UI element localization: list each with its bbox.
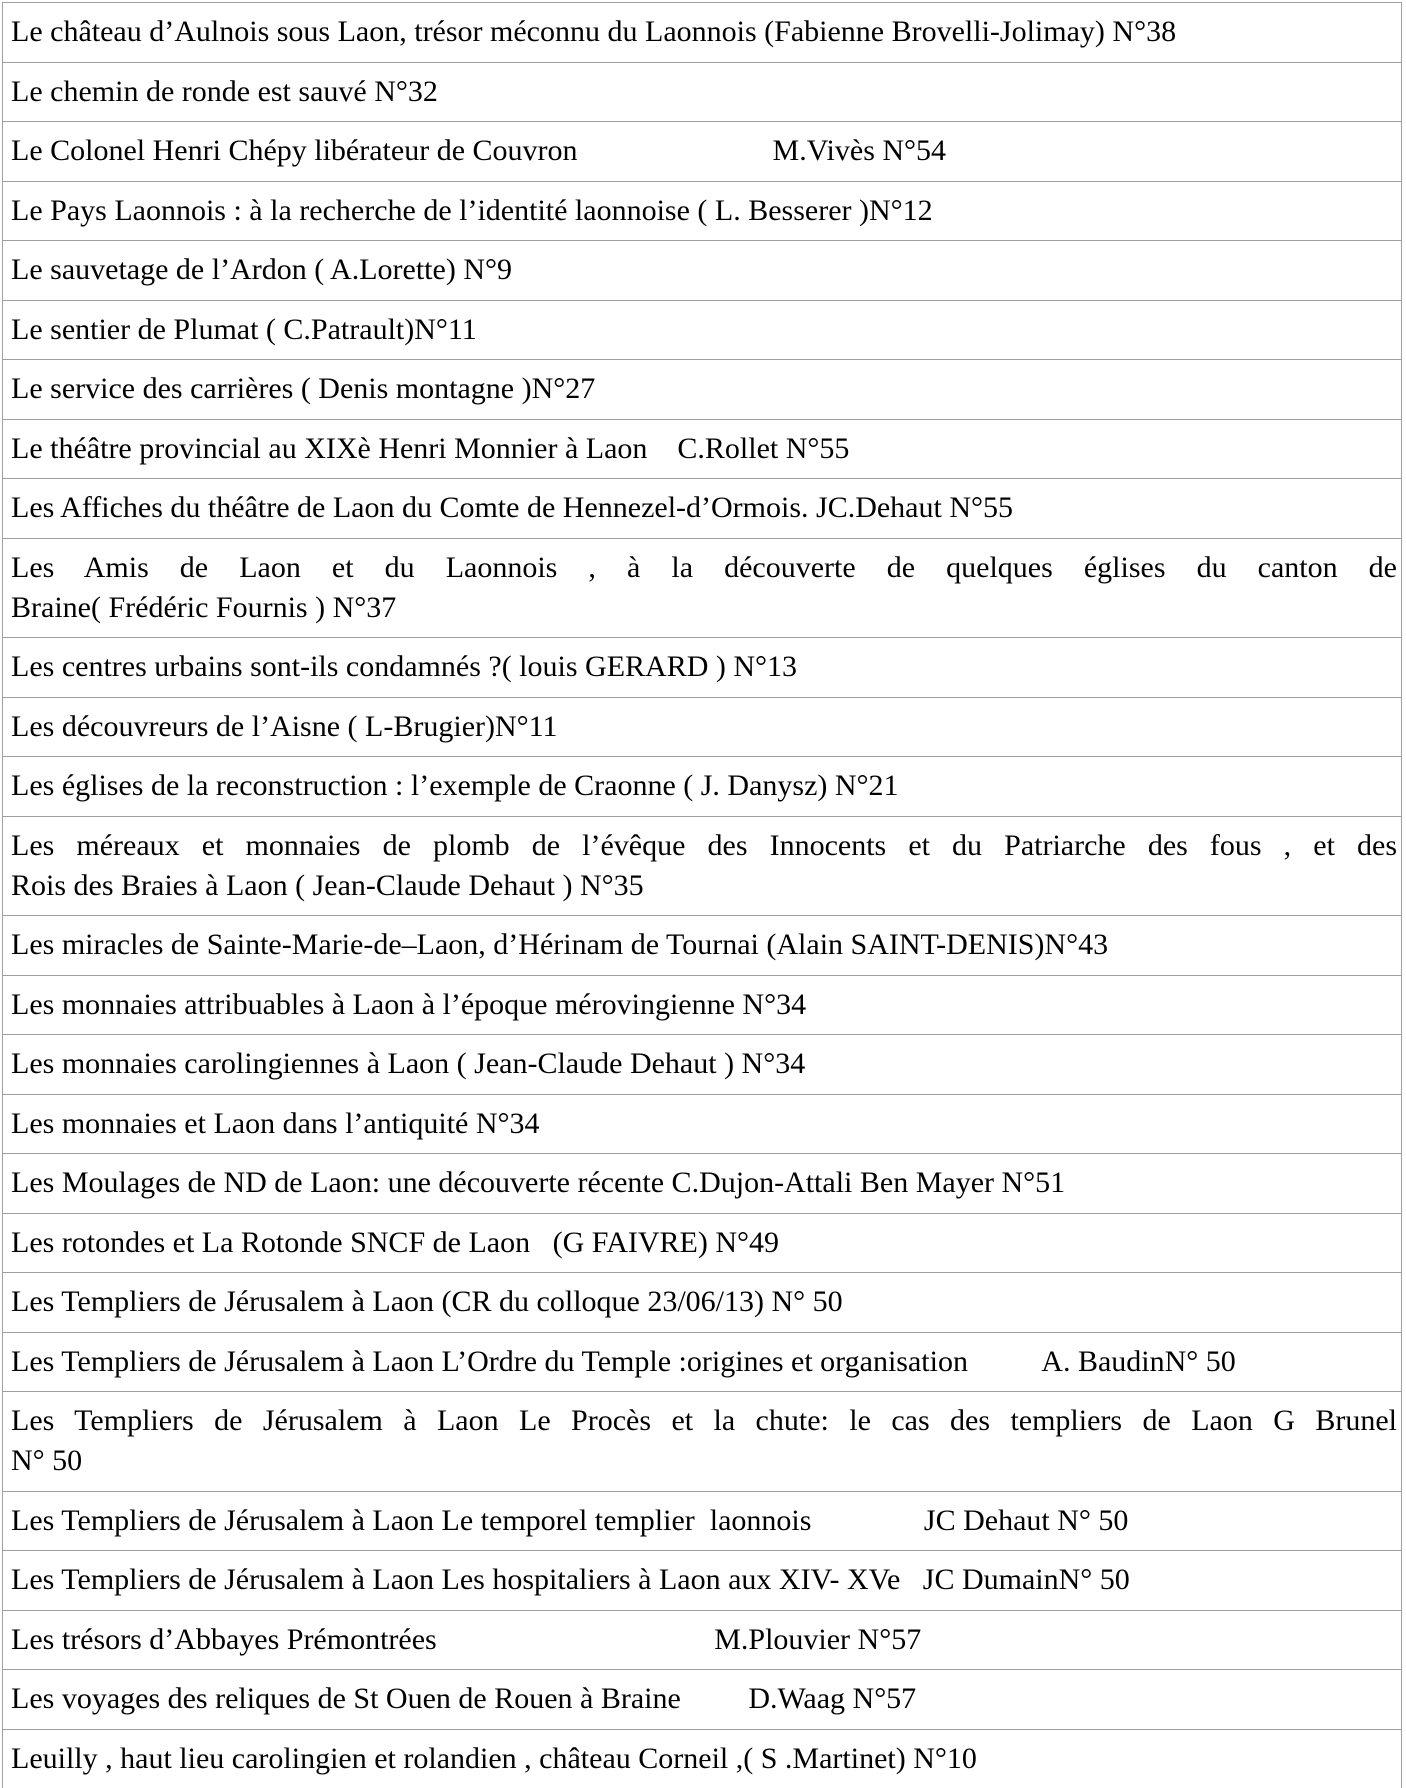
table-row: [3, 1094, 1401, 1154]
table-row: [3, 816, 1401, 916]
table-row: [3, 121, 1401, 181]
row-line: Les monnaies attribuables à Laon à l’époque mérovingienne N°34: [11, 987, 807, 1021]
table-row: [3, 300, 1401, 360]
table-row: [3, 181, 1401, 241]
row-line: Les Templiers de Jérusalem à Laon Le Procès et la chute: le cas des templiers de Laon G Brunel: [11, 1404, 1397, 1437]
row-line: Les méreaux et monnaies de plomb de l’évêque des Innocents et du Patriarche des fous , et des: [11, 828, 1397, 862]
row-line: Le chemin de ronde est sauvé N°32: [11, 74, 438, 108]
table-row: [3, 915, 1401, 975]
row-line: Le théâtre provincial au XIXè Henri Monnier à Laon C.Rollet N°55: [11, 431, 850, 465]
row-line: Le sentier de Plumat ( C.Patrault)N°11: [11, 312, 477, 346]
table-row: [3, 359, 1401, 419]
articles-index-table: [2, 2, 1402, 1788]
table-row: [3, 697, 1401, 757]
row-line: Les découvreurs de l’Aisne ( L-Brugier)N°11: [11, 709, 558, 743]
table-row: [3, 1332, 1401, 1392]
table-row: [3, 2, 1401, 62]
table-row: [3, 240, 1401, 300]
row-line: Les Templiers de Jérusalem à Laon Le temporel templier laonnois JC Dehaut N° 50: [11, 1503, 1129, 1537]
table-row: [3, 1272, 1401, 1332]
row-line: Les miracles de Sainte-Marie-de–Laon, d’Hérinam de Tournai (Alain SAINT-DENIS)N°43: [11, 928, 1109, 961]
row-line: Les Templiers de Jérusalem à Laon L’Ordre du Temple :origines et organisation A. BaudinN° 50: [11, 1344, 1236, 1378]
table-row: [3, 1391, 1401, 1491]
table-row: [3, 1550, 1401, 1610]
table-row: [3, 419, 1401, 479]
table-row: [3, 538, 1401, 638]
table-row: [3, 756, 1401, 816]
table-row: [3, 637, 1401, 697]
table-row: [3, 1669, 1401, 1729]
row-line: Leuilly , haut lieu carolingien et rolandien , château Corneil ,( S .Martinet) N°10: [11, 1741, 977, 1775]
row-line: Les Affiches du théâtre de Laon du Comte de Hennezel-d’Ormois. JC.Dehaut N°55: [11, 491, 1013, 524]
table-row: [3, 478, 1401, 538]
row-line: Les églises de la reconstruction : l’exemple de Craonne ( J. Danysz) N°21: [11, 769, 899, 802]
table-row: [3, 1729, 1401, 1788]
table-row: [3, 1213, 1401, 1273]
table-row: [3, 975, 1401, 1035]
table-row: [3, 1034, 1401, 1094]
row-line: N° 50: [11, 1444, 83, 1477]
row-line: Les Templiers de Jérusalem à Laon (CR du colloque 23/06/13) N° 50: [11, 1285, 843, 1318]
row-line: Les Amis de Laon et du Laonnois , à la découverte de quelques églises du canton de: [11, 550, 1397, 584]
row-line: Les Templiers de Jérusalem à Laon Les hospitaliers à Laon aux XIV- XVe JC DumainN° 50: [11, 1563, 1130, 1596]
row-line: Le Colonel Henri Chépy libérateur de Couvron M.Vivès N°54: [11, 134, 947, 167]
row-line: Le Pays Laonnois : à la recherche de l’identité laonnoise ( L. Besserer )N°12: [11, 193, 933, 227]
row-line: Les voyages des reliques de St Ouen de Rouen à Braine D.Waag N°57: [11, 1682, 917, 1715]
row-line: Les centres urbains sont-ils condamnés ?( louis GERARD ) N°13: [11, 650, 798, 683]
row-line: Le sauvetage de l’Ardon ( A.Lorette) N°9: [11, 253, 512, 286]
row-line: Les rotondes et La Rotonde SNCF de Laon (G FAIVRE) N°49: [11, 1225, 780, 1259]
row-line: Le château d’Aulnois sous Laon, trésor méconnu du Laonnois (Fabienne Brovelli-Jolimay) N°38: [11, 15, 1177, 48]
table-row: [3, 1153, 1401, 1213]
row-line: Les trésors d’Abbayes Prémontrées M.Plouvier N°57: [11, 1622, 922, 1656]
row-line: Braine( Frédéric Fournis ) N°37: [11, 590, 397, 624]
row-line: Les monnaies carolingiennes à Laon ( Jean-Claude Dehaut ) N°34: [11, 1047, 806, 1080]
table-row: [3, 62, 1401, 122]
row-line: Le service des carrières ( Denis montagne )N°27: [11, 372, 596, 405]
table-row: [3, 1491, 1401, 1551]
row-line: Les Moulages de ND de Laon: une découverte récente C.Dujon-Attali Ben Mayer N°51: [11, 1166, 1066, 1199]
row-line: Rois des Braies à Laon ( Jean-Claude Dehaut ) N°35: [11, 868, 644, 902]
row-line: Les monnaies et Laon dans l’antiquité N°34: [11, 1106, 540, 1140]
table-row: [3, 1610, 1401, 1670]
